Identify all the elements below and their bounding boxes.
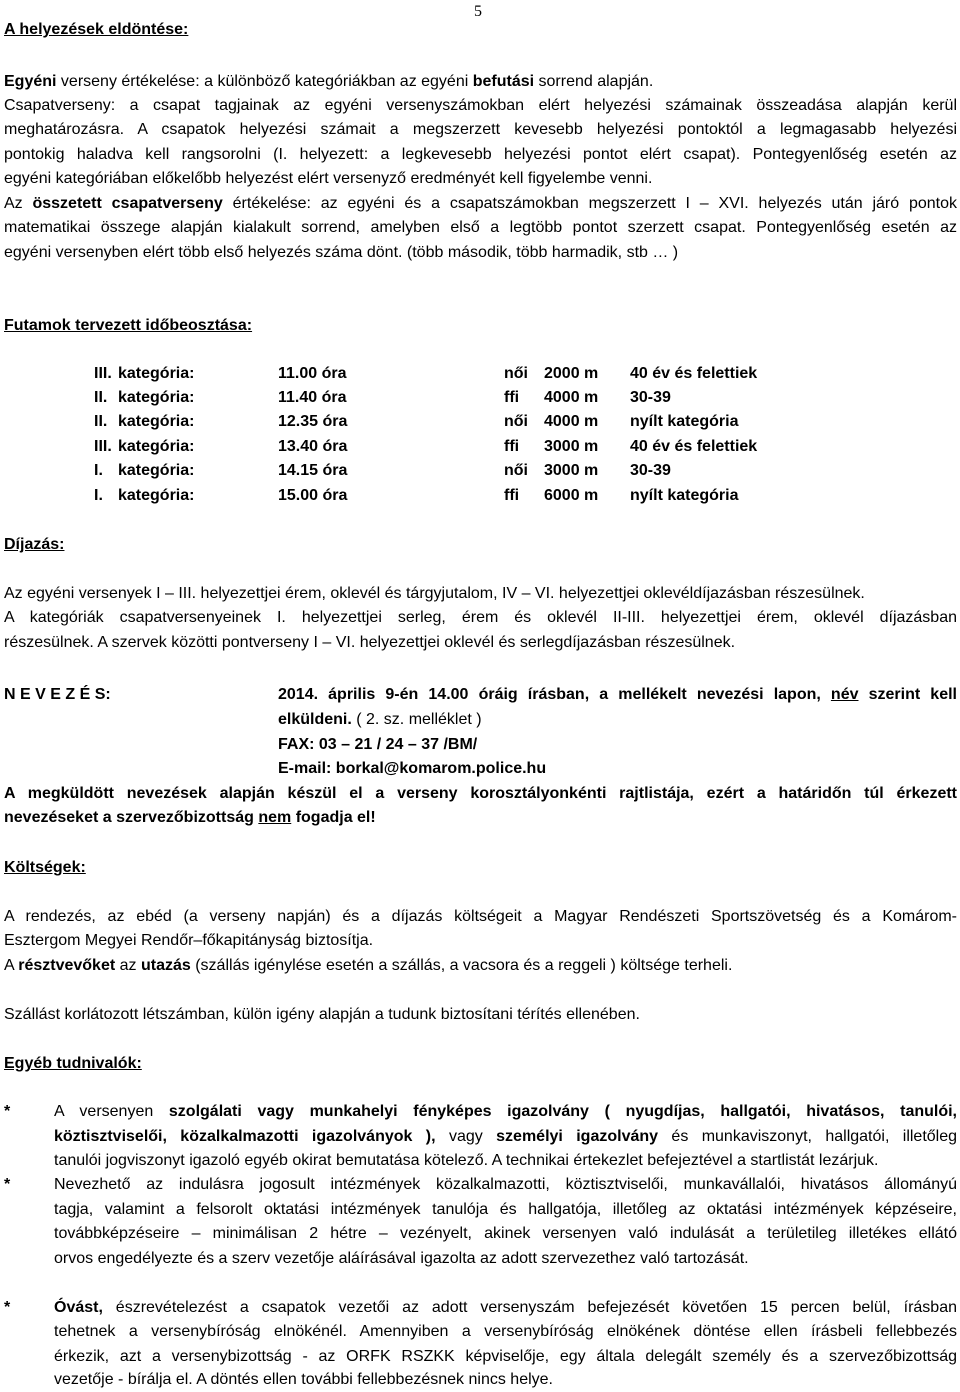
other-item-3-line-4: vezetője - bírálja el. A döntés ellen további fellebbezésnek nincs helye. <box>54 1371 553 1388</box>
tiebreak-line-5: egyéni kategóriában előkelőbb helyezést elért versenyző eredményét kell figyelembe venni. <box>4 170 653 187</box>
tiebreak-line-3: meghatározásra. A csapatok helyezési számait a megszerzett kevesebb helyezési pontoktól a legmagasabb helyezési <box>4 121 957 138</box>
entry-warning-line-1: A megküldött nevezések alapján készül el a verseny korosztályonkénti rajtlistája, ezért a határidőn túl érkezett <box>4 785 957 802</box>
prizes-line-1: Az egyéni versenyek I – III. helyezettjei érem, oklevél és tárgyjutalom, IV – VI. helyezettjei oklevéldíjazásban részesülnek. <box>4 585 865 602</box>
tiebreak-line-1: Egyéni verseny értékelése: a különböző kategóriákban az egyéni befutási sorrend alapján. <box>4 73 654 90</box>
costs-heading: Költségek: <box>4 859 86 876</box>
entry-email[interactable]: E-mail: borkal@komarom.police.hu <box>278 760 547 777</box>
other-item-2-line-3: továbbképzéseire – minimálisan 2 hétre – vezényelt, akinek versenyen való indulását a területileg illetékes ellátó <box>54 1225 957 1242</box>
bullet-asterisk: * <box>4 1103 11 1120</box>
prizes-line-2: A kategóriák csapatversenyeinek I. helyezettjei serleg, érem és oklevél II-III. helyezettjei érem, oklevél díjazásban <box>4 609 957 626</box>
page-number: 5 <box>474 3 482 20</box>
tiebreak-line-2: Csapatverseny: a csapat tagjainak az egyéni versenyszámokban elért helyezési számainak összeadása alapján kerül <box>4 97 957 114</box>
other-item-1-line-2: köztisztviselői, közalkalmazotti igazolványok ), vagy személyi igazolvány és munkaviszonyt, hallgatói, illetőleg <box>54 1128 958 1145</box>
costs-line-2: Esztergom Megyei Rendőr–főkapitányság biztosítja. <box>4 932 374 949</box>
costs-line-4: Szállást korlátozott létszámban, külön igény alapján a tudunk biztosítani térítés ellenében. <box>4 1006 640 1023</box>
other-item-3-line-3: érkezik, azt a versenybizottság - az ORFK RSZKK képviselője, egy általa delegált személy és a szervezőbizottság <box>54 1348 957 1365</box>
other-item-2-line-2: tagja, valamint a felsorolt oktatási intézmények tanulója és hallgatója, illetőleg az oktatási intézmények képzéseire, <box>54 1201 957 1218</box>
other-item-2-line-1: Nevezhető az indulásra jogosult intézmények közalkalmazotti, köztisztviselői, munkavállalói, hivatásos állományú <box>54 1176 957 1193</box>
tiebreak-line-7: matematikai összege alapján kialakult sorrend, amelyben első a legtöbb pontot szerzett csapat. Pontegyenlőség esetén az <box>4 219 957 236</box>
entry-deadline-line-2: elküldeni. ( 2. sz. melléklet ) <box>278 711 482 728</box>
other-item-1-line-1: A versenyen szolgálati vagy munkahelyi fényképes igazolvány ( nyugdíjas, hallgatói, hivatásos, tanulói, <box>54 1103 958 1120</box>
entry-deadline-line-1: 2014. április 9-én 14.00 óráig írásban, a mellékelt nevezési lapon, név szerint kell <box>278 686 957 703</box>
bullet-asterisk: * <box>4 1176 11 1193</box>
other-heading: Egyéb tudnivalók: <box>4 1055 142 1072</box>
entry-fax: FAX: 03 – 21 / 24 – 37 /BM/ <box>278 736 478 753</box>
tiebreak-line-6: Az összetett csapatverseny értékelése: az egyéni és a csapatszámokban megszerzett I – XVI. helyezés után járó pontok <box>4 195 958 212</box>
prizes-line-3: részesülnek. A szervek közötti pontverseny I – VI. helyezettjei oklevél és serlegdíjazásban részesülnek. <box>4 634 736 651</box>
other-item-3-line-1: Óvást, észrevételezést a csapatok vezetői az adott versenyszám befejezését követően 15 percen belül, írásban <box>54 1299 957 1316</box>
costs-line-3: A résztvevőket az utazás (szállás igénylése esetén a szállás, a vacsora és a reggeli ) költsége terheli. <box>4 957 733 974</box>
other-item-3-line-2: tehetnek a versenybíróság elnökénél. Amennyiben a versenybíróság elnökének döntése ellen írásbeli fellebbezés <box>54 1323 957 1340</box>
prizes-heading: Díjazás: <box>4 536 65 553</box>
entry-label: N E V E Z É S: <box>4 686 111 703</box>
costs-line-1: A rendezés, az ebéd (a verseny napján) és a díjazás költségeit a Magyar Rendészeti Sportszövetség és a Komárom- <box>4 908 957 925</box>
entry-warning-line-2: nevezéseket a szervezőbizottság nem fogadja el! <box>4 809 376 826</box>
tiebreak-line-4: pontokig haladva kell rangsorolni (I. helyezett: a legkevesebb helyezési pontot elért csapat). Pontegyenlőség esetén az <box>4 146 957 163</box>
tiebreak-line-8: egyéni versenyben elért több első helyezés száma dönt. (több második, több harmadik, stb … ) <box>4 244 679 261</box>
tiebreak-heading: A helyezések eldöntése: <box>4 21 189 38</box>
other-item-1-line-3: tanulói jogviszonyt igazoló egyéb okirat bemutatása kötelező. A technikai értekezlet befejeztével a startlistát lezárjuk. <box>54 1152 879 1169</box>
schedule-heading: Futamok tervezett időbeosztása: <box>4 317 253 334</box>
bullet-asterisk: * <box>4 1299 11 1316</box>
other-item-2-line-4: orvos engedélyezte és a szerv vezetője aláírásával igazolta az adott szervezethez való tartozását. <box>54 1250 749 1267</box>
